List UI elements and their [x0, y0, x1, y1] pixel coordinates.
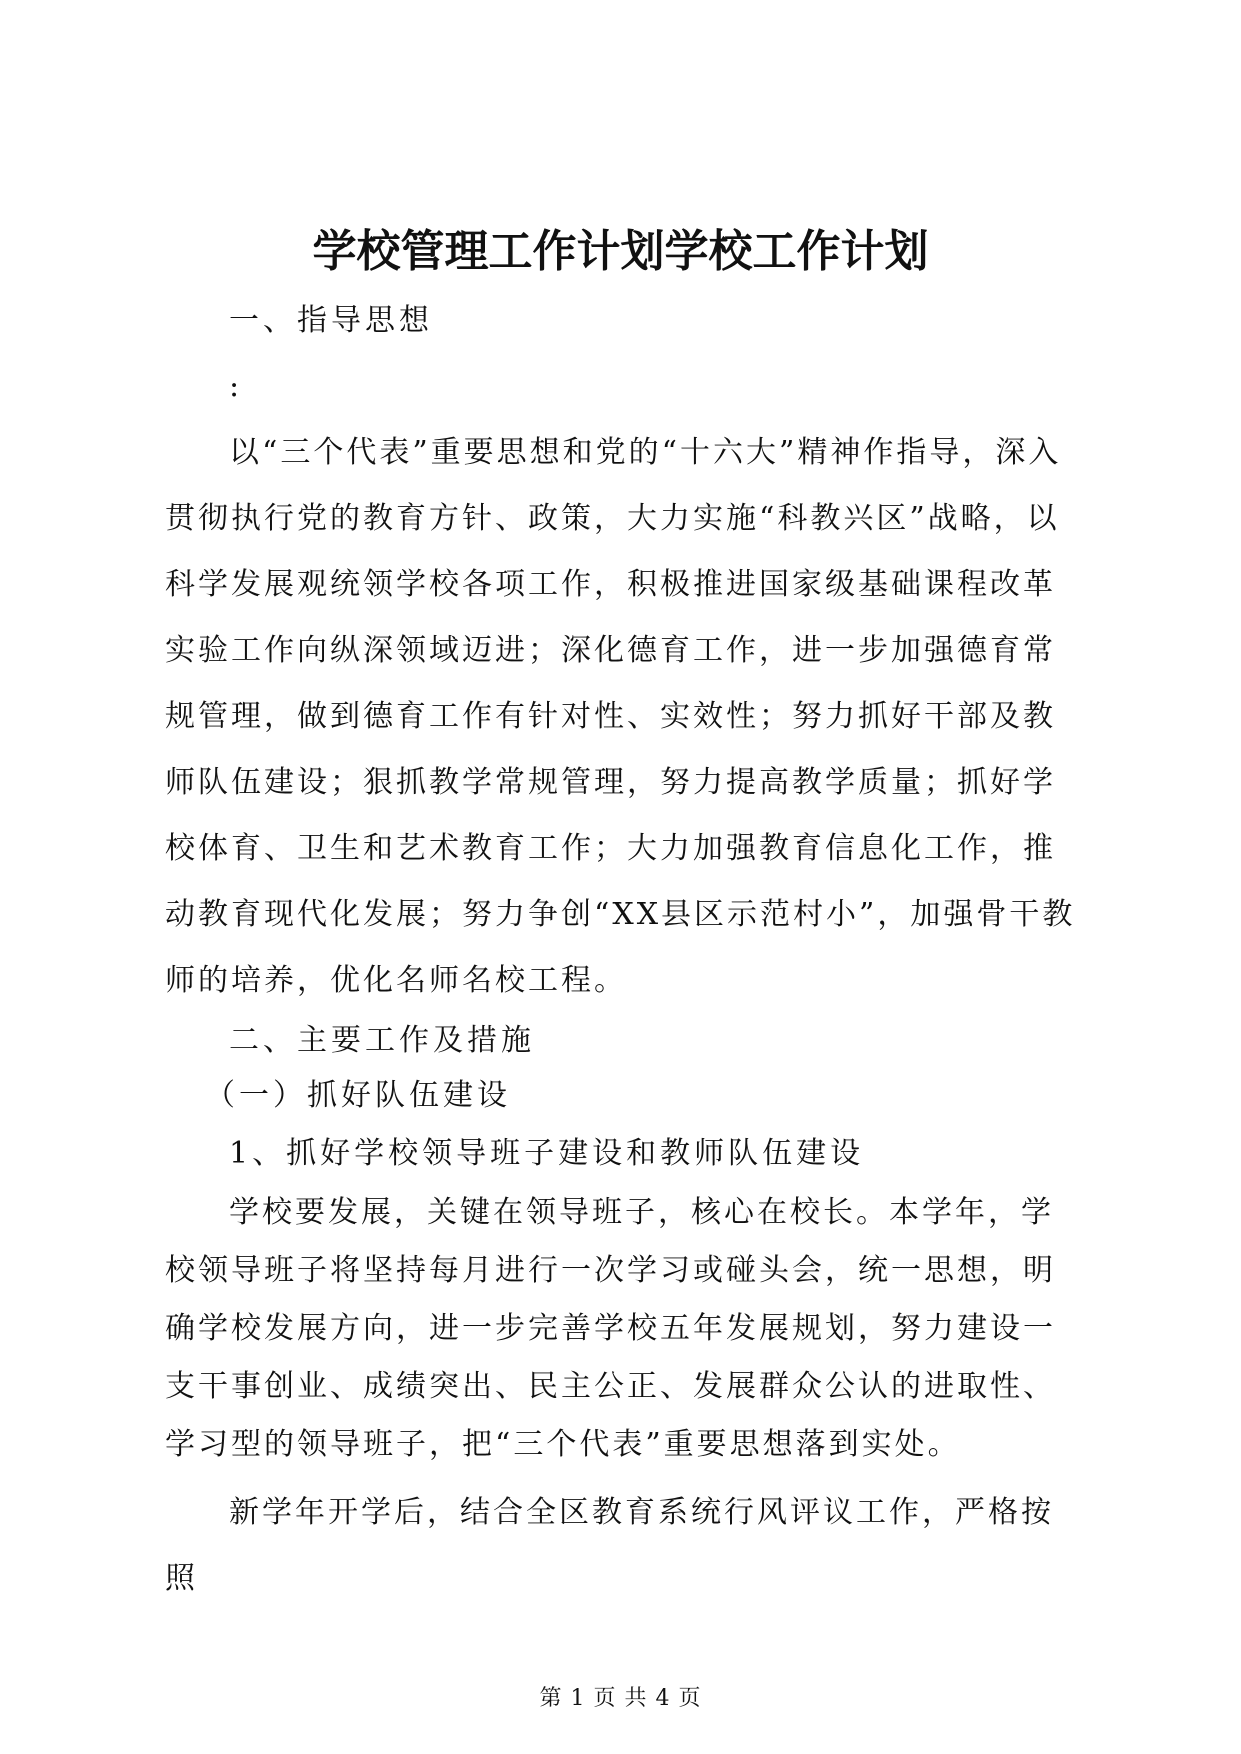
document-body — [165, 288, 1085, 1612]
item1-paragraph1: 学校要发展，关键在领导班子，核心在校长。本学年，学校领导班子将坚持每月进行一次学习或碰头会，统一思想，明确学校发展方向，进一步完善学校五年发展规划，努力建设一支干事创业、成绩突出、民主公正、发展群众公认的进取性、学习型的领导班子，把“三个代表”重要思想落到实处。 — [165, 1195, 1056, 1462]
page-footer: 第 1 页 共 4 页 — [539, 1686, 702, 1711]
document-title: 学校管理工作计划学校工作计划 — [312, 226, 929, 277]
colon-line: : — [229, 369, 243, 404]
section1-heading: 一、指导思想 — [229, 303, 433, 338]
item1-paragraph2: 新学年开学后，结合全区教育系统行风评议工作，严格按照 — [165, 1495, 1054, 1596]
section1-paragraph: 以“三个代表”重要思想和党的“十六大”精神作指导，深入贯彻执行党的教育方针、政策，大力实施“科教兴区”战略，以科学发展观统领学校各项工作，积极推进国家级基础课程改革实验工作向纵深领域迈进；深化德育工作，进一步加强德育常规管理，做到德育工作有针对性、实效性；努力抓好干部及教师队伍建设；狠抓教学常规管理，努力提高教学质量；抓好学校体育、卫生和艺术教育工作；大力加强教育信息化工作，推动教育现代化发展；努力争创“XX县区示范村小”，加强骨干教师的培养，优化名师名校工程。 — [165, 435, 1076, 998]
subsection1-heading: （一）抓好队伍建设 — [205, 1078, 511, 1113]
item1-heading: 1、抓好学校领导班子建设和教师队伍建设 — [229, 1136, 865, 1171]
section2-heading: 二、主要工作及措施 — [229, 1023, 535, 1058]
